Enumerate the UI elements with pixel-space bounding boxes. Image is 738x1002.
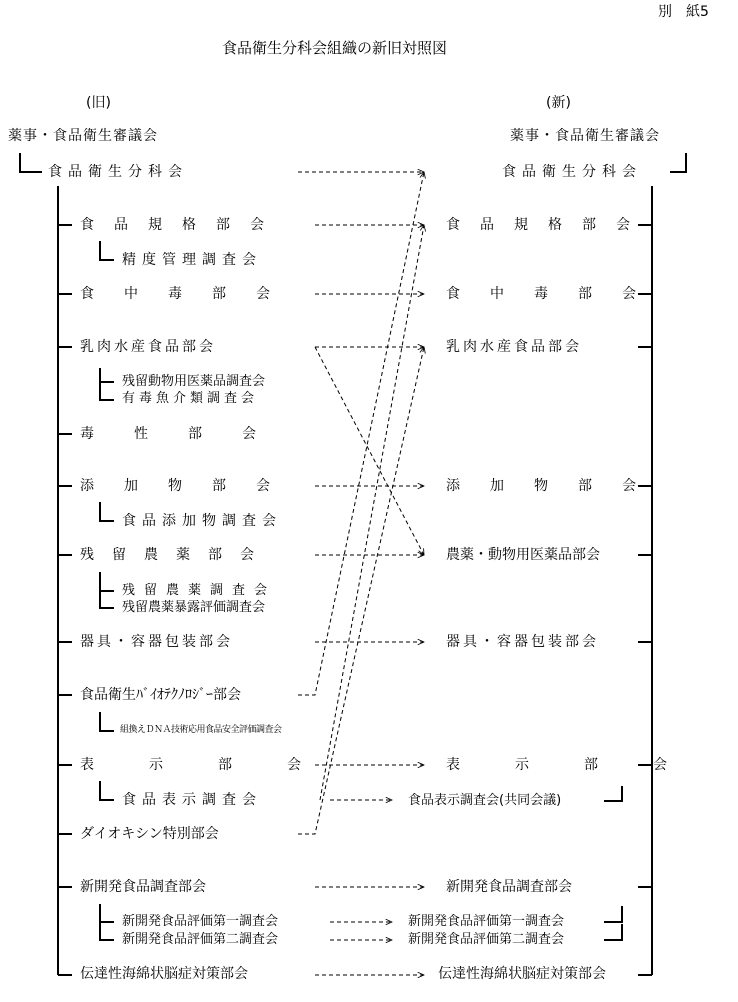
old-sub-pesticide1: 残留農薬調査会 (122, 583, 277, 598)
new-council-elbow (670, 153, 686, 172)
old-sub-fish: 有毒魚介類調査会 (122, 391, 259, 406)
new-dept-spec: 食品規格部会 (446, 217, 650, 233)
old-sub-pesticide2: 残留農薬暴露評価調査会 (122, 600, 266, 615)
old-sub-gm: 組換えＤＮＡ技術応用食品安全評価調査会 (120, 725, 282, 735)
old-council-elbow (20, 153, 42, 172)
appendix-label: 別 紙5 (658, 4, 709, 20)
new-header: (新) (546, 95, 571, 111)
old-dept-dairy: 乳肉水産食品部会 (80, 339, 216, 355)
map-dioxin (298, 347, 424, 834)
new-dept-label: 表示部会 (446, 757, 722, 773)
old-sub-spec: 精度管理調査会 (122, 252, 262, 268)
old-dept-newfood: 新開発食品調査部会 (80, 879, 206, 895)
old-subcommittee: 食品衛生分科会 (48, 164, 188, 180)
old-dept-pesticide: 残留農薬部会 (80, 547, 272, 563)
old-dept-label: 表示部会 (80, 757, 356, 773)
page-title: 食品衛生分科会組織の新旧対照図 (222, 39, 448, 57)
new-sub-new2: 新開発食品評価第二調査会 (408, 932, 565, 947)
new-dept-bse: 伝達性海綿状脳症対策部会 (438, 966, 606, 982)
new-dept-additive: 添加物部会 (446, 478, 666, 494)
old-sub-new1: 新開発食品評価第一調査会 (122, 914, 279, 929)
new-dept-pesticide: 農薬・動物用医薬品部会 (446, 547, 600, 563)
new-council: 薬事・食品衛生審議会 (510, 128, 660, 144)
map-sub-gm (320, 225, 424, 800)
new-subcommittee: 食品衛生分科会 (502, 164, 642, 180)
old-dept-additive: 添加物部会 (80, 478, 300, 494)
new-dept-newfood: 新開発食品調査部会 (446, 879, 572, 895)
old-dept-dioxin: ダイオキシン特別部会 (80, 826, 219, 842)
new-dept-equipment: 器具・容器包装部会 (446, 634, 599, 650)
old-dept-toxic: 毒性部会 (80, 426, 296, 442)
old-dept-equipment: 器具・容器包装部会 (80, 634, 233, 650)
old-header: (旧) (86, 95, 111, 111)
old-dept-poison: 食中毒部会 (80, 286, 300, 302)
new-sub-label: 食品表示調査会(共同会議) (408, 793, 562, 808)
old-sub-new2: 新開発食品評価第二調査会 (122, 932, 279, 947)
old-sub-vetdrug: 残留動物用医薬品調査会 (122, 374, 266, 389)
new-dept-poison: 食中毒部会 (446, 286, 666, 302)
old-dept-biotech: 食品衛生ﾊﾞｲｵﾃｸﾉﾛｼﾞｰ部会 (80, 687, 241, 703)
old-sub-label: 食品表示調査会 (122, 792, 262, 808)
old-sub-additive: 食品添加物調査会 (122, 513, 282, 529)
old-dept-spec: 食品規格部会 (80, 217, 284, 233)
old-council: 薬事・食品衛生審議会 (8, 128, 158, 144)
new-sub-new1: 新開発食品評価第一調査会 (408, 914, 565, 929)
old-dept-bse: 伝達性海綿状脳症対策部会 (80, 966, 248, 982)
new-dept-dairy: 乳肉水産食品部会 (446, 339, 582, 355)
